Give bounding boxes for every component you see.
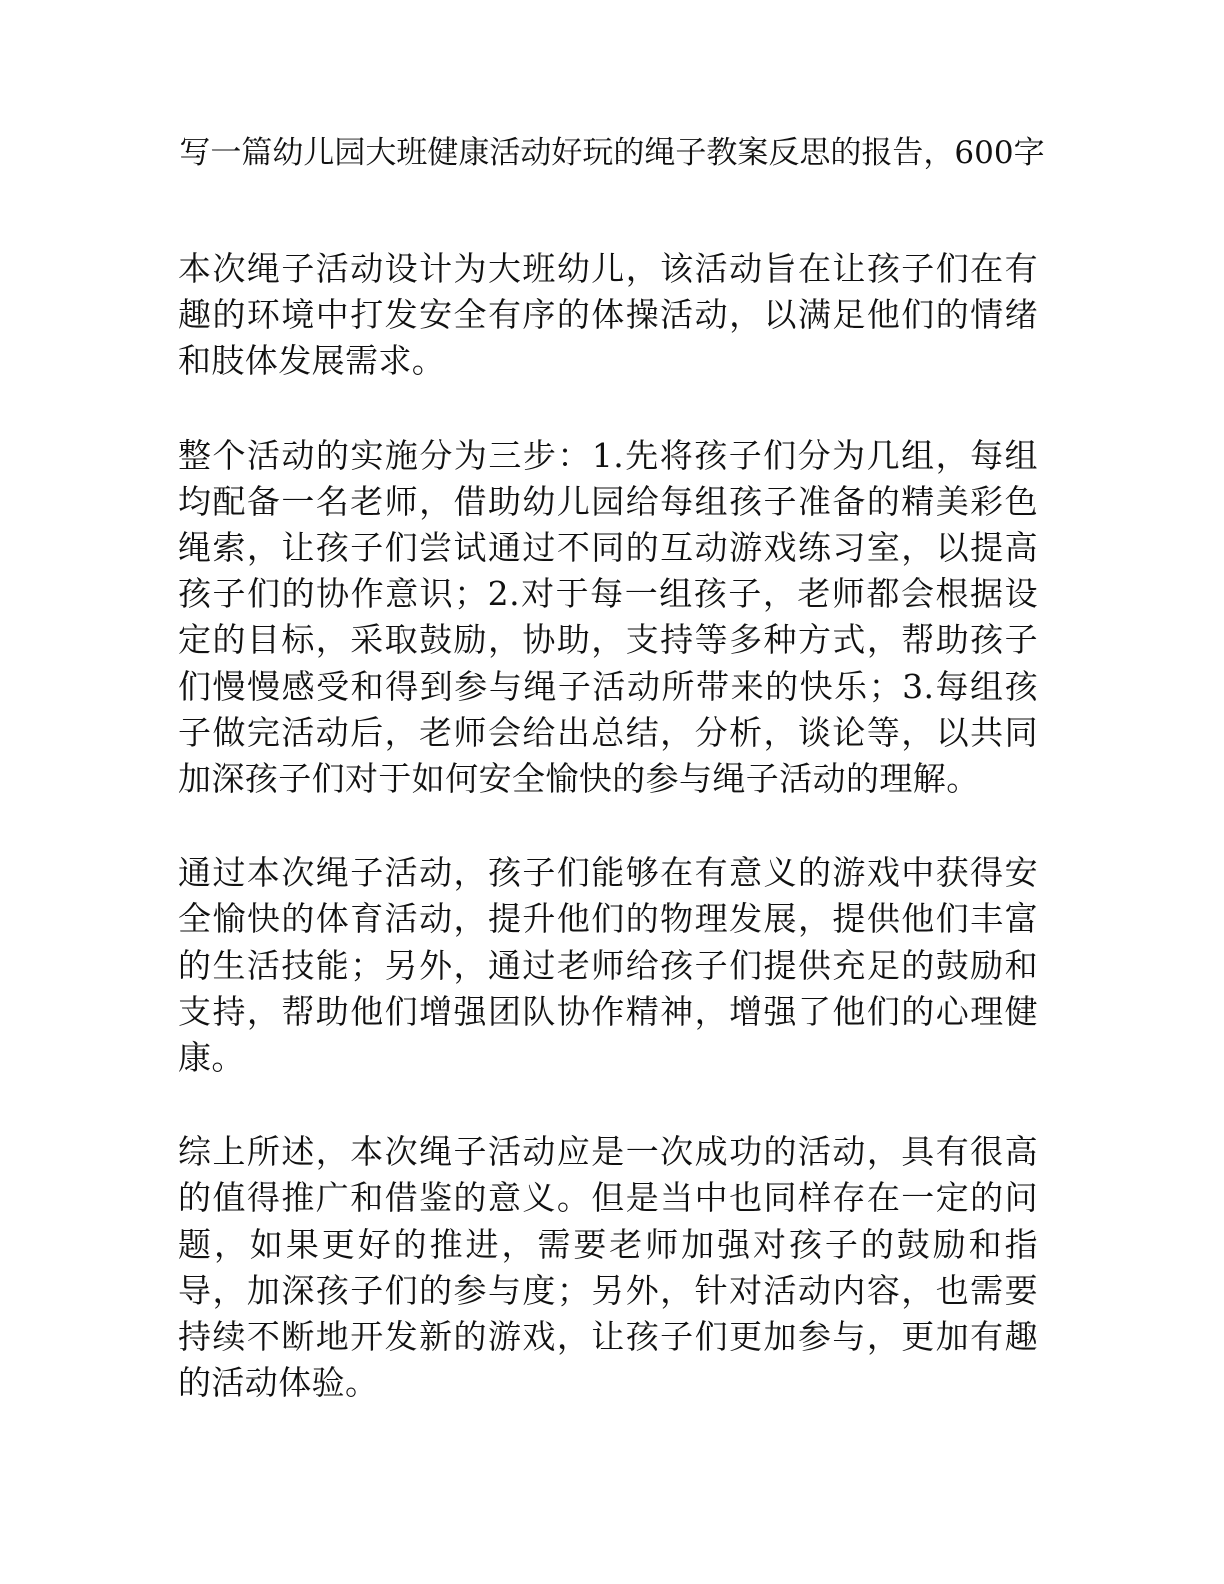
paragraph-implementation: 整个活动的实施分为三步：1.先将孩子们分为几组，每组均配备一名老师，借助幼儿园给每组孩子准备的精美彩色绳索，让孩子们尝试通过不同的互动游戏练习室，以提高孩子们的协作意识；2.对于每一组孩子，老师都会根据设定的目标，采取鼓励，协助，支持等多种方式，帮助孩子们慢慢感受和得到参与绳子活动所带来的快乐；3.每组孩子做完活动后，老师会给出总结，分析，谈论等，以共同加深孩子们对于如何安全愉快的参与绳子活动的理解。 (178, 435, 1038, 799)
document-body (178, 246, 1038, 1454)
paragraph-conclusion: 综上所述，本次绳子活动应是一次成功的活动，具有很高的值得推广和借鉴的意义。但是当中也同样存在一定的问题，如果更好的推进，需要老师加强对孩子的鼓励和指导，加深孩子们的参与度；另外，针对活动内容，也需要持续不断地开发新的游戏，让孩子们更加参与，更加有趣的活动体验。 (178, 1132, 1038, 1403)
paragraph-outcomes: 通过本次绳子活动，孩子们能够在有意义的游戏中获得安全愉快的体育活动，提升他们的物理发展，提供他们丰富的生活技能；另外，通过老师给孩子们提供充足的鼓励和支持，帮助他们增强团队协作精神，增强了他们的心理健康。 (178, 853, 1038, 1078)
paragraph-intro: 本次绳子活动设计为大班幼儿，该活动旨在让孩子们在有趣的环境中打发安全有序的体操活动，以满足他们的情绪和肢体发展需求。 (178, 249, 1038, 381)
document-title: 写一篇幼儿园大班健康活动好玩的绳子教案反思的报告，600字 (179, 135, 1045, 171)
